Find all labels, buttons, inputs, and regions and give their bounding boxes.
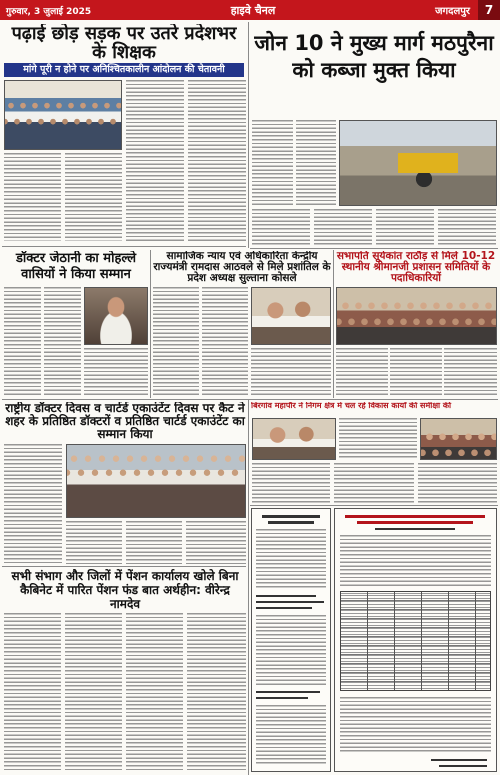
article-body-column xyxy=(202,287,248,397)
photo-dr-jethani xyxy=(84,287,148,345)
article-body-column xyxy=(188,80,246,241)
column-rule xyxy=(248,22,249,248)
article-body-column xyxy=(314,209,372,245)
notice-name-line xyxy=(256,697,308,699)
jethani-headline: डॉक्टर जेठानी का मोहल्ले वासियों ने किया सम्मान xyxy=(15,251,137,282)
column-rule xyxy=(150,250,151,398)
pension-headline: सभी संभाग और जिलों में पेंशन कार्यालय खोले बिना कैबिनेट में पारित पेंशन फंड बात अर्थहीन: वीरेन्द्र नामदेव xyxy=(11,569,239,611)
notice-heading-line xyxy=(262,515,320,518)
article-body-column xyxy=(252,209,310,245)
article-body-column xyxy=(418,463,497,503)
article-body-column xyxy=(65,613,122,771)
article-body-column xyxy=(187,613,246,771)
tender-text xyxy=(340,535,491,587)
article-body-column xyxy=(376,209,434,245)
article-body-column xyxy=(438,209,496,245)
tender-notice-box xyxy=(334,508,497,772)
article-body-column xyxy=(66,521,122,564)
article-body-column xyxy=(252,463,330,503)
notice-name-line xyxy=(256,607,312,609)
teachers-subhead: मांगे पूरी न होने पर अनिश्चितकालीन आंदोलन की चेतावनी xyxy=(4,63,244,77)
notice-text xyxy=(256,705,326,765)
article-body-column xyxy=(296,120,336,206)
photo-teachers-protest xyxy=(4,80,122,150)
legal-notice-box xyxy=(251,508,331,772)
article-body-column xyxy=(126,521,182,564)
article-body-column xyxy=(126,613,183,771)
column-rule xyxy=(250,248,498,249)
article-body-column xyxy=(126,80,184,241)
doctors-day-headline: राष्ट्रीय डॉक्टर दिवस व चार्टर्ड एकाउंटेंट दिवस पर कैट ने शहर के प्रतिष्ठित डॉक्टरों व प्रतिष्ठित चार्टर्ड एकाउंटेंट का सम्मान किया xyxy=(5,402,245,441)
notice-name-line xyxy=(256,595,316,597)
tender-signature-line xyxy=(439,765,487,767)
tender-text xyxy=(340,697,491,753)
edition-city: जगदलपुर xyxy=(435,6,470,17)
notice-text xyxy=(256,615,326,685)
brand-name: हाइवे चैनल xyxy=(230,3,276,17)
article-body-column xyxy=(186,521,246,564)
notice-heading-line xyxy=(268,521,314,524)
article-body-column xyxy=(390,348,442,397)
tender-heading-line xyxy=(357,521,473,524)
photo-birgaon-review xyxy=(252,418,336,460)
article-body-column xyxy=(4,613,61,771)
teachers-headline: पढ़ाई छोड़ सड़क पर उतरे प्रदेशभर के शिक्षक xyxy=(11,24,237,62)
tender-table xyxy=(340,591,491,691)
issue-date: गुरुवार, 3 जुलाई 2025 xyxy=(6,6,92,17)
article-body-column xyxy=(44,287,81,397)
column-rule xyxy=(250,505,498,506)
masthead-bar xyxy=(0,0,500,20)
column-rule xyxy=(2,246,246,247)
tender-subheading-line xyxy=(375,528,455,530)
notice-name-line xyxy=(256,601,324,603)
photo-encroachment-removal xyxy=(339,120,497,206)
article-body-column xyxy=(339,418,417,460)
column-rule xyxy=(333,250,334,398)
photo-birgaon-officials xyxy=(420,418,497,460)
article-body-column xyxy=(334,463,414,503)
tender-heading-line xyxy=(345,515,485,518)
article-body-column xyxy=(65,153,122,241)
article-body-column xyxy=(251,348,331,397)
zone10-headline: जोन 10 ने मुख्य मार्ग मठपुरैना को कब्जा मुक्त किया xyxy=(254,31,494,82)
article-body-column xyxy=(4,153,61,241)
column-rule xyxy=(248,400,249,775)
photo-doctors-felicitation xyxy=(66,444,246,518)
article-body-column xyxy=(444,348,497,397)
tender-signature-line xyxy=(431,759,487,761)
notice-name-line xyxy=(256,691,320,693)
column-rule xyxy=(2,566,246,567)
photo-athawale-meeting xyxy=(251,287,331,345)
article-body-column xyxy=(336,348,388,397)
photo-sabhapati-group xyxy=(336,287,497,345)
birgaon-headline: बिरगांव महापौर ने निगम क्षेत्र में चल रहे विकास कार्यों की समीक्षा की xyxy=(251,402,452,410)
column-rule xyxy=(2,399,498,400)
page-number: 7 xyxy=(478,0,500,20)
sabhapati-headline: सभापति सूर्यकांत राठौड़ से मिले 10-12 स्थानीय श्रीमानजी प्रशासन समितियों के पदाधिकारियों xyxy=(336,251,496,284)
article-body-column xyxy=(4,287,41,397)
notice-text xyxy=(256,529,326,589)
article-body-column xyxy=(153,287,199,397)
article-body-column xyxy=(4,444,62,564)
athawale-headline: सामाजिक न्याय एवं अधिकारिता केन्द्रीय राज्यमंत्री रामदास आठवले से मिले प्रशांतिल के प्रदेश अध्यक्ष सुल्ताना कोसले xyxy=(153,251,331,284)
article-body-column xyxy=(252,120,293,206)
article-body-column xyxy=(84,348,148,397)
